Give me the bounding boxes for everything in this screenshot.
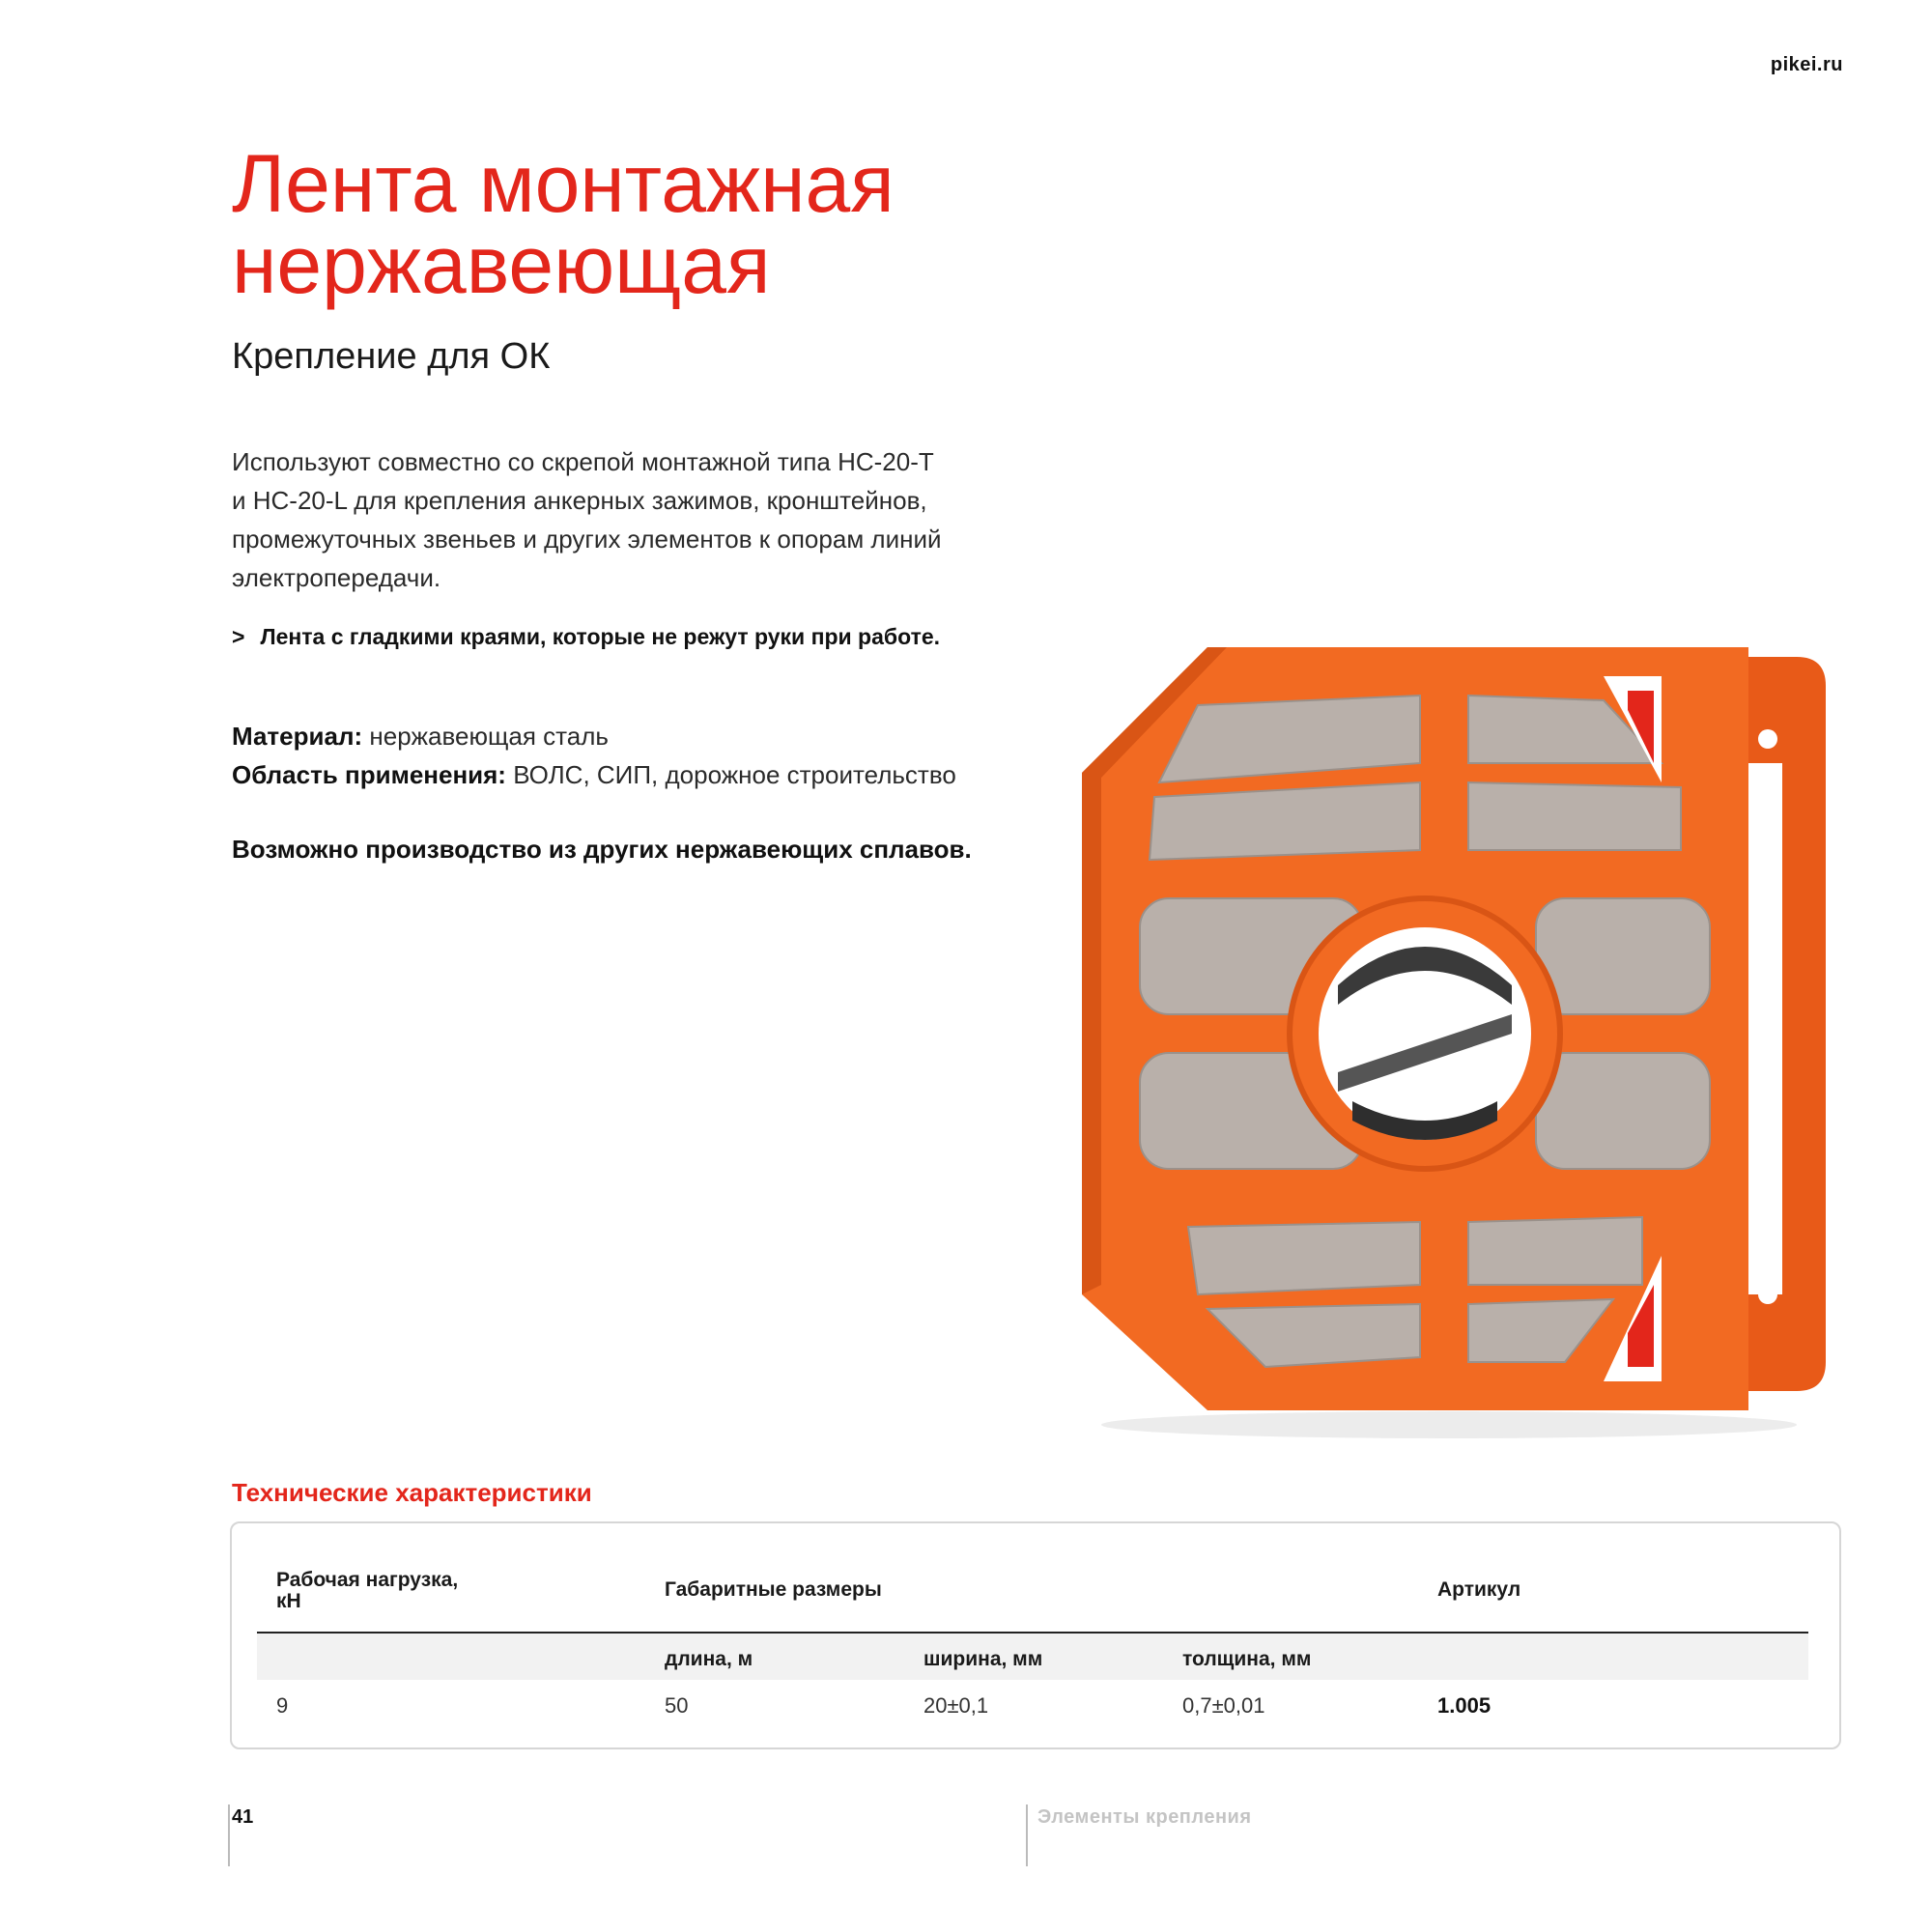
description-line: Используют совместно со скрепой монтажной типа НС-20-Т	[232, 447, 934, 476]
description	[232, 442, 1043, 597]
footer-divider	[1026, 1804, 1028, 1866]
header-load-line: кН	[276, 1590, 301, 1612]
header-dimensions: Габаритные размеры	[665, 1578, 882, 1601]
property-value: нержавеющая сталь	[369, 722, 609, 751]
properties	[232, 717, 956, 794]
description-line: электропередачи.	[232, 563, 441, 592]
property-application	[232, 755, 956, 794]
feature-text: Лента с гладкими краями, которые не режут руки при работе.	[260, 624, 941, 649]
property-material	[232, 717, 956, 755]
specs-heading: Технические характеристики	[232, 1478, 592, 1507]
page-title	[232, 138, 895, 310]
handle-hole	[1758, 1285, 1777, 1304]
feature-bullet	[232, 624, 940, 650]
tape-reel-image	[1063, 618, 1835, 1449]
description-line: промежуточных звеньев и других элементов к опорам линий	[232, 525, 942, 554]
subheader-width: ширина, мм	[923, 1648, 1043, 1670]
page-subtitle: Крепление для ОК	[232, 336, 551, 377]
cell-load: 9	[276, 1693, 289, 1718]
header-load-line: Рабочая нагрузка,	[276, 1569, 459, 1591]
header-load	[276, 1570, 458, 1612]
tape-window	[1468, 782, 1681, 850]
property-label: Область применения:	[232, 760, 506, 789]
handle-hole	[1758, 729, 1777, 749]
property-label: Материал:	[232, 722, 363, 751]
specs-table	[230, 1521, 1841, 1749]
reel-shadow	[1101, 1411, 1797, 1438]
cell-width: 20±0,1	[923, 1693, 989, 1718]
cell-thickness: 0,7±0,01	[1182, 1693, 1265, 1718]
footer-divider	[228, 1804, 230, 1866]
bullet-marker: >	[232, 624, 245, 649]
tape-window	[1188, 1222, 1420, 1294]
tape-window	[1536, 898, 1710, 1014]
header-article: Артикул	[1437, 1578, 1521, 1601]
section-name: Элементы крепления	[1037, 1806, 1252, 1828]
subheader-length: длина, м	[665, 1648, 753, 1670]
tape-window	[1468, 1217, 1642, 1285]
site-url[interactable]: pikei.ru	[1770, 54, 1843, 75]
description-line: и НС-20-L для крепления анкерных зажимов, кронштейнов,	[232, 486, 927, 515]
title-line-1: Лента монтажная	[232, 138, 895, 229]
tape-window	[1150, 782, 1420, 860]
subheader-thickness: толщина, мм	[1182, 1648, 1312, 1670]
cell-length: 50	[665, 1693, 689, 1718]
production-note: Возможно производство из других нержавеющих сплавов.	[232, 835, 972, 864]
property-value: ВОЛС, СИП, дорожное строительство	[513, 760, 956, 789]
cell-article: 1.005	[1437, 1693, 1492, 1718]
title-line-2: нержавеющая	[232, 219, 771, 310]
page-number: 41	[232, 1806, 254, 1828]
header-divider	[257, 1632, 1808, 1634]
tape-window	[1536, 1053, 1710, 1169]
